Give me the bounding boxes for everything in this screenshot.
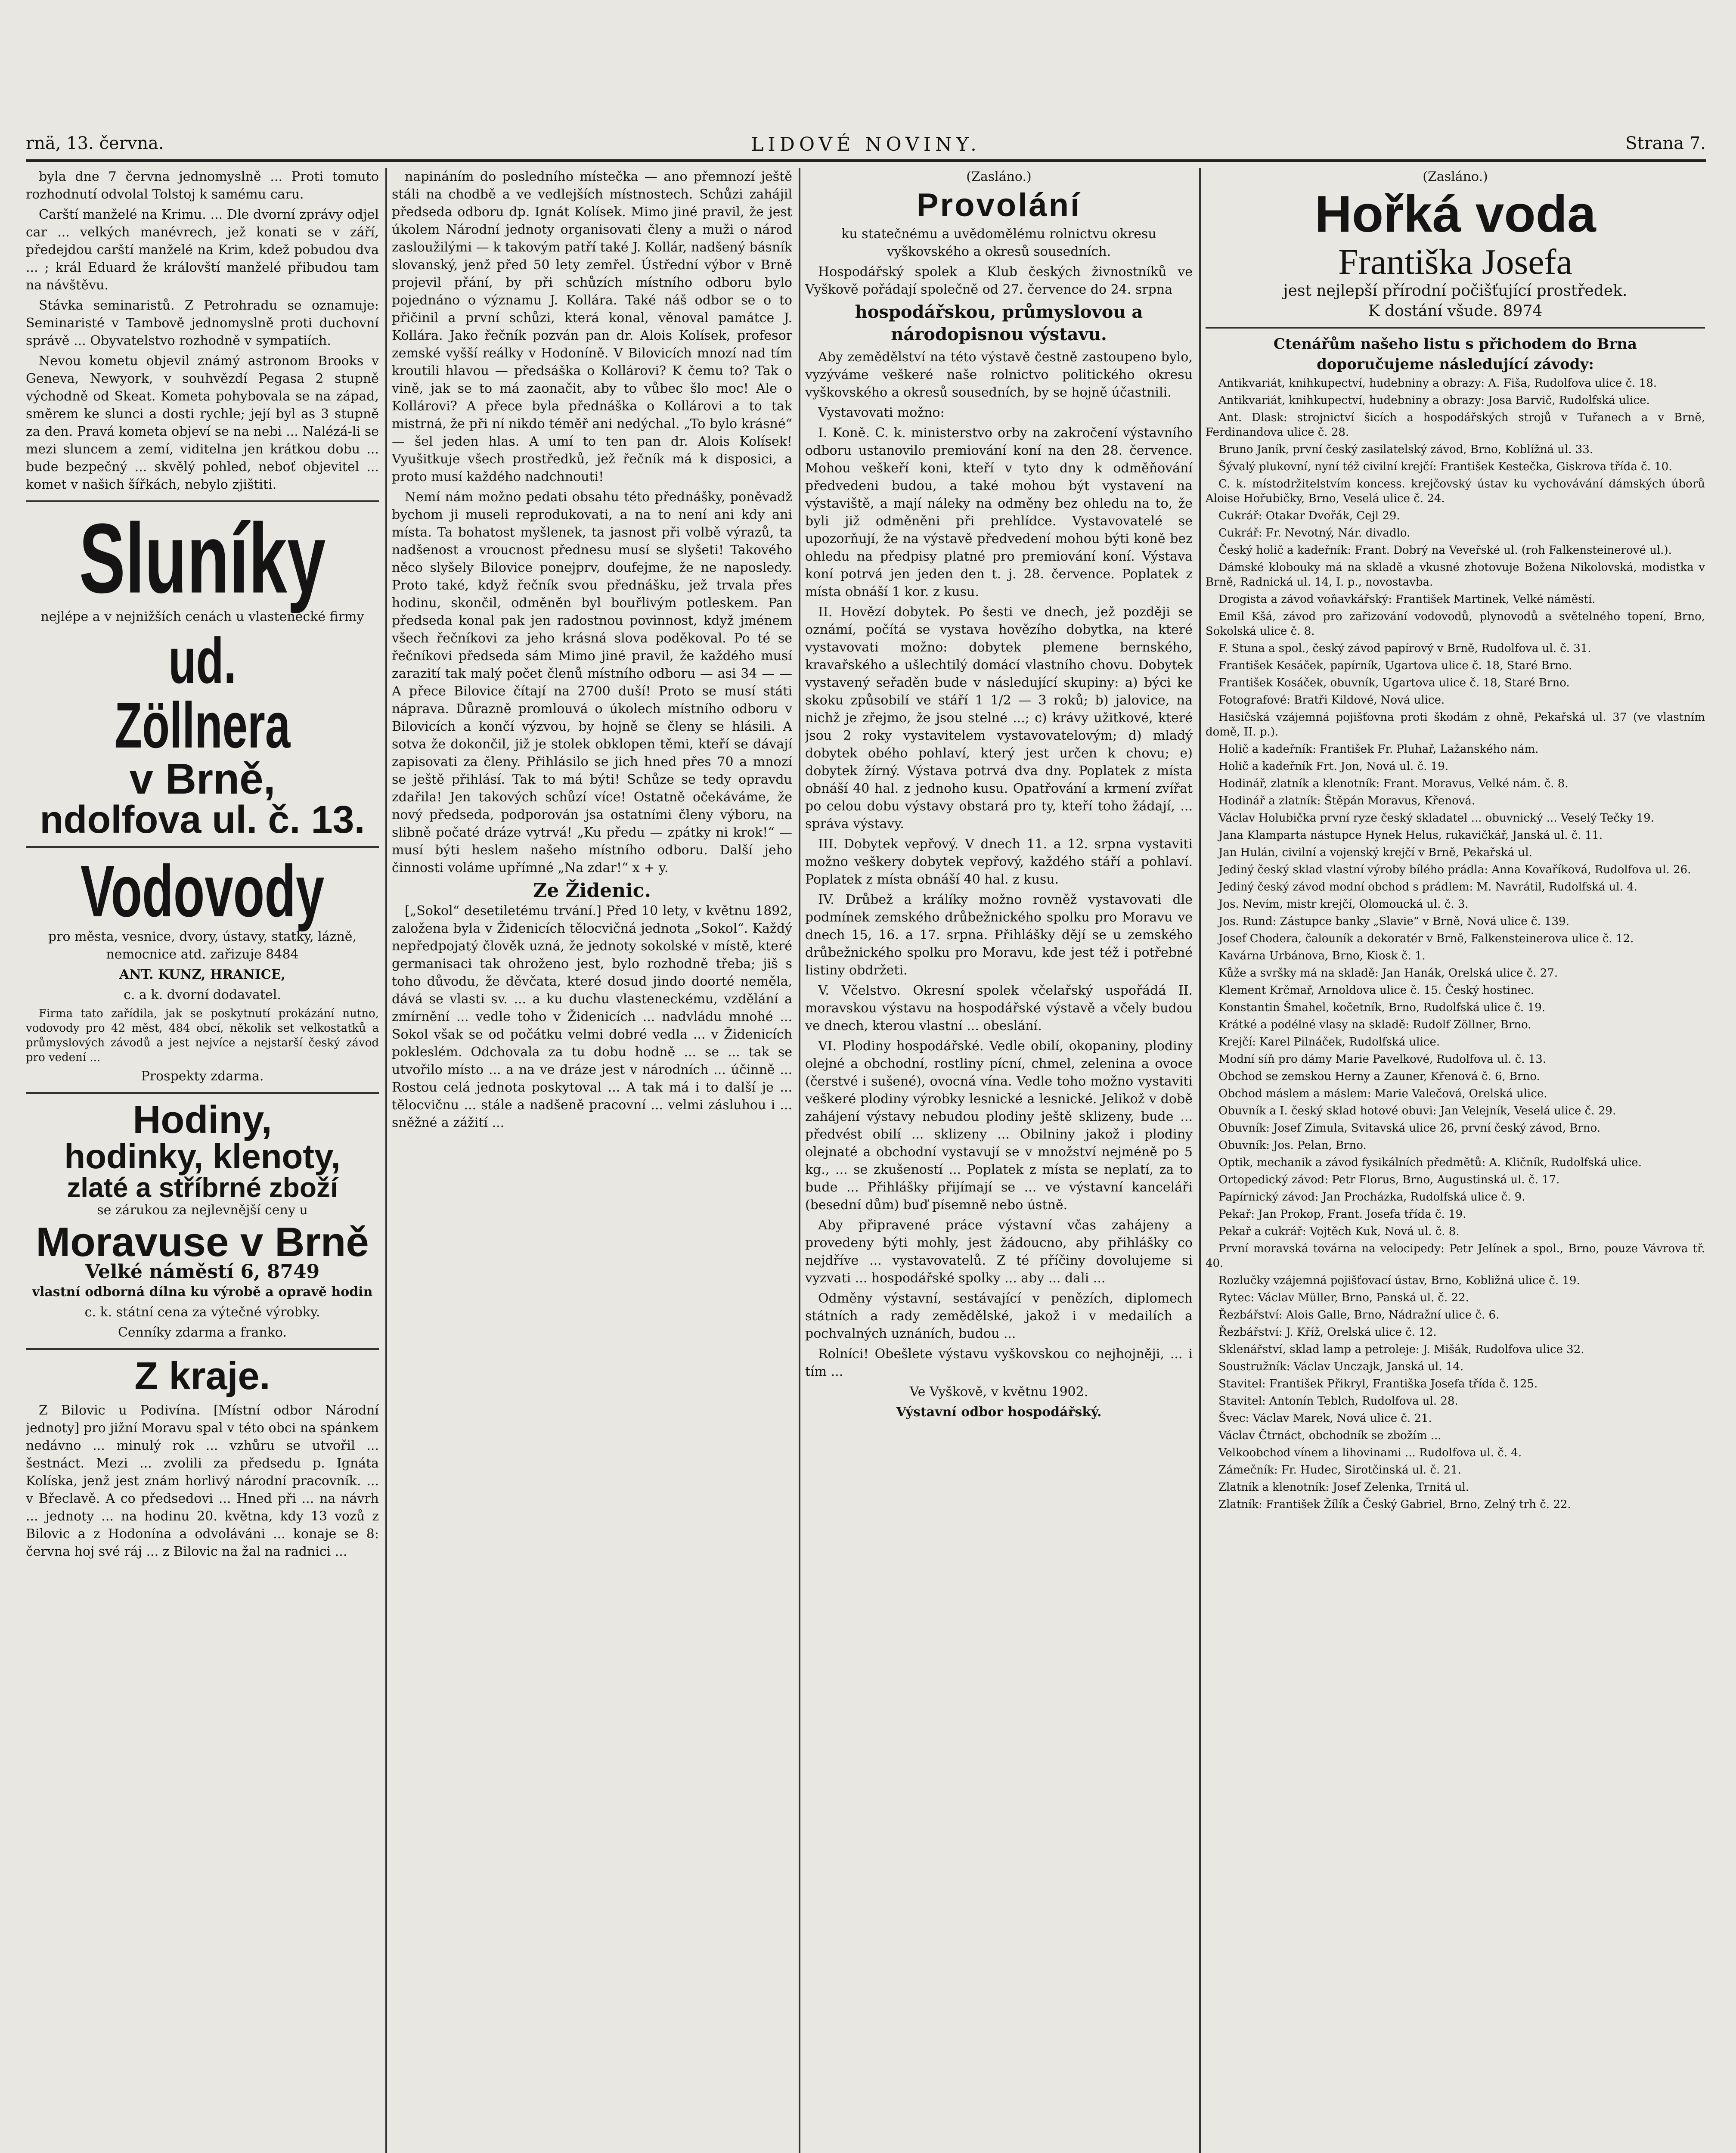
- ad-vodovody: [26, 850, 379, 1085]
- directory-entry: Cukrář: Fr. Nevotný, Nár. divadlo.: [1218, 527, 1410, 540]
- directory-entry: Antikvariát, knihkupectví, hudebniny a obrazy: A. Fiša, Rudolfova ulice č. 18.: [1218, 377, 1657, 390]
- divider: [26, 846, 379, 848]
- notice-paragraph: VI. Plodiny hospodářské. Vedle obilí, okopaniny, plodiny olejné a obchodní, rostliny pícní, chmel, zelenina a ovoce (čerstvé i sušené), ovocná vína. Vedle toho možno vystaviti veškeré plodiny výrobky lesnické a lesnické. Jelikož v době zahájení výstavy nebudou plodiny ještě sklizeny, bude ... předvést obilí ... sklizeny ... Obilniny jakož i plodiny olejnaté a obchodní vystavují se v množství nejméně po 5 kg., ... se zkušeností ... Poplatek z místa se neplatí, za to bude ... Přihlášky přijímají se ... ve výstavní kanceláři (besední dům) buď písemně nebo ústně.: [805, 1039, 1193, 1213]
- directory-entry: Fotografové: Bratři Kildové, Nová ulice.: [1218, 694, 1445, 707]
- news-paragraph: [„Sokol“ desetiletému trvání.] Před 10 lety, v květnu 1892, založena byla v Židenicích tělocvičná jednota „Sokol“. Každý nepředpojatý člověk uzná, že jednoty sokolské v místě, které germanisaci tak ohroženo jest, bylo rozhodně třeba; jiš s toho důvodu, že děvčata, které dosud jindo doorté neměla, dává se vlasti sv. ... a ku duchu vlasteneckému, vzdělání a zmírnění ... vedle toho v Židenicích ... nadvládu mnohé ... Sokol však se od počátku velmi dobré vedla ... v Židenicích pokleslém. Odchovala za tu dobu hodně ... se ... tak se utvořilo místo ... a na ve dráze jest v národních ... účinně ... Rostou celá jednota poskytoval ... A tak má i to další je ... tělocvičnu ... stále a nadšeně pracovní ... velmi zásluhou i ... sněžné a zážití ...: [392, 903, 792, 1130]
- notice-date: Ve Vyškově, v květnu 1902.: [909, 1384, 1088, 1399]
- directory-entry: Jediný český sklad vlastní výroby bílého prádla: Anna Kovaříková, Rudolfova ul. 26.: [1218, 863, 1691, 877]
- directory-entry: František Kesáček, papírník, Ugartova ulice č. 18, Staré Brno.: [1218, 659, 1572, 673]
- directory-entry: Kavárna Urbánova, Brno, Kiosk č. 1.: [1218, 949, 1426, 963]
- column-rule: [1199, 168, 1201, 2153]
- notice-paragraph: Hospodářský spolek a Klub českých živnostníků ve Vyškově pořádají společně od 27. července do 24. srpna: [805, 264, 1193, 297]
- ad-text: c. k. státní cena za výtečné výrobky.: [84, 1305, 320, 1320]
- directory-entry: Zlatník a klenotník: Josef Zelenka, Trnitá ul.: [1218, 1481, 1469, 1494]
- ad-text: c. a k. dvorní dodavatel.: [124, 987, 281, 1002]
- notice-paragraph: II. Hovězí dobytek. Po šesti ve dnech, jež později se oznámí, počítá se vystava hovězího dobytka, na které vystavovati možno: dobytek plemene bernského, kravařského a ušlechtilý domácí vlastního chovu. Dobytek vystavený seřaděn bude v následující skupiny: a) býci ke skoku způsobilí ve stáří 1 1/2 — 3 roků; b) jalovice, na nichž je zřejmo, že jsou stelné ...; c) krávy užitkové, které jsou 2 roky vystavitelem vystavovatelovým; d) mladý dobytek obého pohlaví, který jest určen k chovu; e) dobytek žírný. Výstava potrvá dva dny. Poplatek z místa obnáší 40 hal. z jednoho kusu. Opatřování a krmení zvířat po celou dobu výstavy obstará pro ty, kteří toho žádají, ... správa výstavy.: [805, 605, 1193, 831]
- directory-entry: Antikvariát, knihkupectví, hudebniny a obrazy: Josa Barvič, Rudolfská ulice.: [1218, 394, 1650, 407]
- page-header: [26, 129, 1706, 162]
- directory-entry: Klement Krčmař, Arnoldova ulice č. 15. Český hostinec.: [1218, 984, 1534, 997]
- directory-entry: Papírnický závod: Jan Procházka, Rudolfská ulice č. 9.: [1218, 1191, 1525, 1204]
- divider: [26, 1092, 379, 1094]
- directory-entry: Jan Hulán, civilní a vojenský krejčí v Brně, Pekařská ul.: [1218, 846, 1532, 859]
- directory-entry: Obuvník: Jos. Pelan, Brno.: [1218, 1139, 1367, 1152]
- directory-entry: Krejčí: Karel Pilnáček, Rudolfská ulice.: [1218, 1036, 1440, 1049]
- directory-entry: Cukrář: Otakar Dvořák, Cejl 29.: [1218, 509, 1400, 523]
- directory-entry: Stavitel: Antonín Teblch, Rudolfova ul. 28.: [1218, 1395, 1458, 1408]
- ad-firm: ANT. KUNZ, HRANICE,: [119, 967, 286, 982]
- directory-entry: Kůže a svršky má na skladě: Jan Hanák, Orelská ulice č. 27.: [1218, 967, 1558, 980]
- notice-heading: hospodářskou, průmyslovou a národopisnou výstavu.: [855, 302, 1143, 344]
- directory-entry: Jos. Rund: Zástupce banky „Slavie“ v Brně, Nová ulice č. 139.: [1218, 915, 1569, 928]
- news-paragraph: Carští manželé na Krimu. ... Dle dvorní zprávy odjel car ... velkých manévrech, jež konati se v září, předejdou carští manželé na Krim, kdež pobudou dva ... ; král Eduard že královští manželé přibudou tam na návštěvu.: [26, 207, 379, 293]
- notice-paragraph: IV. Drůbež a králíky možno rovněž vystavovati dle podmínek zemského drůbežnického spolku pro Moravu ve dnech 15, 16. a 17. srpna. Přihlášky dějí se u zemského drůbežnického spolku pro Moravu, kde jest též i potřebné listiny obdržeti.: [805, 892, 1193, 978]
- notice-subtitle: ku statečnému a uvědomělému rolnictvu okresu vyškovského a okresů sousedních.: [841, 226, 1156, 259]
- directory-entry: Václav Čtrnáct, obchodník se zbožím ...: [1218, 1429, 1442, 1443]
- ad-text: nejlépe a v nejnižších cenách u vlastenecké firmy: [40, 609, 364, 624]
- directory-entry: Optik, mechanik a závod fysikálních předmětů: A. Kličník, Rudolfská ulice.: [1218, 1156, 1642, 1170]
- notice-label: (Zasláno.): [966, 169, 1032, 184]
- news-paragraph: Nemí nám možno pedati obsahu této přednášky, poněvadž bychom ji museli reprodukovati, a na to není ani kdy ani místa. Ta bohatost myšlenek, ta jasnost při volbě výrazů, ta nadšenost a vroucnost přednesu musí se slyšeti! Takového něco slyšely Bilovice ponejprv, doufejme, že ne naposledy. Proto také, když řečník svou přednášku, jež trvala přes hodinu, skončil, odměněn byl bouřlivým potleskem. Pan předseda konal pak jen radostnou povinnost, když jménem všech řečníkovi za jeho krásná slova poděkoval. Po té se řečníkovi předseda sám Mimo jiné pravil, že každého musí zarazití tak malý počet členů místního odboru — asi 34 — — A přece Bilovice čítají na 2700 duší! Proto se musí státi náprava. Důrazně promlouvá o úkolech místního odboru v Bilovicích a končí výzvou, by hojně se členy se hlásili. A sotva že dokončil, již je stolek obklopen těmi, kteří se dávají zapisovati za členy. Přihlásilo se jich hned přes 70 a mnozí se ještě přihlásí. Tak to má býti! Schůze se tedy opravdu zdařila! Jen takových schůzí více! Ostatně očekáváme, že nový předseda, podporován jsa ostatními členy výboru, na slibně počaté dráze vytrvá! „Ku předu — zpátky ni krok!“ — musí býti heslem našeho místního odboru. Další jeho činnosti voláme upřímné „Na zdar!“ x + y.: [392, 490, 792, 875]
- ad-title: Sluníky: [79, 503, 326, 614]
- directory-entry: Jana Klamparta nástupce Hynek Helus, rukavičkář, Janská ul. č. 11.: [1218, 829, 1603, 842]
- news-paragraph: Z Bilovic u Podivína. [Místní odbor Národní jednoty] pro jižní Moravu spal v této obci na spánkem nedávno ... minulý rok ... vzhůru se utvořil ... šestnáct. Mezi ... zvolili za předsedu p. Ignáta Kolíska, jenž jest znám horlivý národní pracovník. ... v Břeclavě. A co předsedovi ... Hned při ... na návrh ... jednoty ... na hodinu 20. května, kdy 13 vozů z Bilovic a z Hodonína a odvoláváni ... konaje se 8: června hoj své ráj ... z Bilovic na žal na radnici ...: [26, 1403, 379, 1559]
- ad-title: Vodovody: [80, 850, 325, 932]
- directory-entry: F. Stuna a spol., český závod papírový v Brně, Rudolfova ul. č. 31.: [1218, 642, 1591, 655]
- directory-heading: Ctenářům našeho listu s přichodem do Brna: [1273, 335, 1637, 353]
- directory-entry: Ortopedický závod: Petr Florus, Brno, Augustinská ul. č. 17.: [1218, 1173, 1560, 1187]
- notice-title: Provolání: [916, 187, 1082, 223]
- header-date: rnä, 13. června.: [26, 133, 164, 153]
- notice-paragraph: III. Dobytek vepřový. V dnech 11. a 12. srpna vystaviti možno veškery dobytek vepřový, každého stáří a pohlaví. Poplatek z místa obnáší 40 hal. z kusu.: [805, 837, 1193, 887]
- news-paragraph: byla dne 7 června jednomyslně ... Proti tomuto rozhodnutí odvolal Tolstoj k samému caru.: [26, 169, 379, 202]
- ad-title-2: Františka Josefa: [1338, 242, 1572, 282]
- column-1: [26, 168, 379, 2153]
- column-rule: [385, 168, 387, 2153]
- directory-entry: Zámečník: Fr. Hudec, Sirotčinská ul. č. 21.: [1218, 1464, 1461, 1477]
- directory-entry: Hodinář a zlatník: Štěpán Moravus, Křenová.: [1218, 794, 1476, 808]
- directory-entry: Holič a kadeřník: František Fr. Pluhař, Lažanského nám.: [1218, 743, 1539, 756]
- column-3: [805, 168, 1193, 2153]
- directory-entry: Šývalý plukovní, nyní též civilní krejčí: František Kestečka, Giskrova třída č. 10.: [1218, 460, 1672, 474]
- ad-text: K dostání všude. 8974: [1368, 302, 1543, 320]
- notice-paragraph: Vystavovati možno:: [818, 405, 945, 420]
- directory-heading: doporučujeme následující závody:: [1317, 356, 1594, 373]
- notice-paragraph: V. Včelstvo. Okresní spolek včelařský uspořádá II. moravskou výstavu na hospodářské výstavě a včely budou ve dnech, kterou vlastní ... obeslání.: [805, 983, 1193, 1033]
- directory-entry: Drogista a závod voňavkářský: František Martinek, Velké náměstí.: [1218, 593, 1596, 606]
- directory-entry: Hodinář, zlatník a klenotník: Frant. Moravus, Velké nám. č. 8.: [1218, 777, 1569, 791]
- ad-title: Hořká voda: [1314, 185, 1596, 243]
- header-page-number: Strana 7.: [1625, 133, 1706, 153]
- ad-slunky: [26, 503, 379, 841]
- directory-entry: Rozlučky vzájemná pojišťovací ústav, Brno, Kobližná ulice č. 19.: [1218, 1274, 1580, 1287]
- news-paragraph: Stávka seminaristů. Z Petrohradu se oznamuje: Seminaristé v Tambově jednomyslně proti duchovní správě ... Obyvatelstvo rozhodně v sympatiích.: [26, 298, 379, 348]
- notice-paragraph: I. Koně. C. k. ministerstvo orby na zakročení výstavního odboru ustanovilo premiování koní na den 28. července. Mohou veškeří koni, kteří v tyto dny k odměňování předvedeni budou, a také mohou být vystavení na výstaviště, a mají náleky na odměny bez ohledu na to, že byli již odměněni při prehlídce. Vystavovatelé se upozorňují, že na výstavě předvedení mohou býti koně bez ohledu na předpisy platné pro premiování koní. Výstava koní potrvá jen jeden den t. j. 28. července. Poplatek z místa obnáší 1 kor. z kusu.: [805, 425, 1193, 599]
- notice-paragraph: Aby zemědělství na této výstavě čestně zastoupeno bylo, vyzýváme veškeré naše rolnictvo politického okresu vyškovského a okresů sousedních, by se hojně účastnili.: [805, 350, 1193, 400]
- ad-text: se zárukou za nejlevnější ceny u: [97, 1203, 308, 1218]
- section-heading: Ze Židenic.: [533, 880, 651, 902]
- ad-text: Velké náměstí 6, 8749: [85, 1261, 320, 1283]
- ad-firm: Moravuse v Brně: [36, 1219, 369, 1265]
- directory-entry: První moravská továrna na velocipedy: Petr Jelínek a spol., Brno, pouze Vávrova tř. 40.: [1206, 1242, 1705, 1270]
- ad-firm: ud. Zöllnera: [114, 624, 291, 761]
- column-4: [1206, 168, 1705, 2153]
- directory-entry: Český holič a kadeřník: Frant. Dobrý na Veveřské ul. (roh Falkensteinerové ul.).: [1218, 544, 1672, 557]
- ad-hodiny: [26, 1098, 379, 1341]
- directory-entry: Zlatník: František Žílík a Český Gabriel, Brno, Zelný trh č. 22.: [1218, 1498, 1571, 1511]
- notice-label: (Zasláno.): [1423, 169, 1488, 184]
- directory-entry: Soustružník: Václav Unczajk, Janská ul. 14.: [1218, 1360, 1464, 1374]
- ad-city: v Brně,: [129, 755, 276, 803]
- section-heading: Z kraje.: [134, 1355, 270, 1398]
- notice-paragraph: Aby připravené práce výstavní včas zahájeny a provedeny býti mohly, jest žádoucno, aby přihlášky co nejdříve ... vystavovatelů. Z té příčiny dovolujeme si vyzvati ... hospodářské spolky ... aby ... dali ...: [805, 1218, 1193, 1286]
- news-paragraph: napináním do posledního místečka — ano přemnozí ještě stáli na chodbě a ve vedlejších místnostech. Schůzi zahájil předseda odboru dp. Ignát Kolísek. Mimo jiné pravil, že jest úkolem Národní jednoty organisovati členy a muži o národ zasloužilými — k takovým patří také J. Kollár, nadšený básník slovanský, jenž před 50 lety zemřel. Ústřední výbor v Brně projevil přání, by při schůzích místního odboru bylo pojednáno o významu J. Kollára. Také náš odbor se o to přičinil a první schůzi, která konal, věnoval památce J. Kollára. Jako řečník pozván pan dr. Alois Kolísek, profesor zemské vyšší reálky v Hodoníně. V Bilovicích mnozí nad tím kroutili hlavou — předsáška o Kollárovi? K čemu to? Tak o vině, jak se to má zaonačit, aby to vůbec šlo moc! Ale o Kollárovi? A přece byla přednáška o Kollárovi a to tak mistrná, že při ní nikdo téměř ani nedýchal. „To bylo krásné“ — šel jeden hlas. A umí to ten pan dr. Alois Kolísek! Vyušitkuje všech prostředků, jež řečník má k disposici, a proto musí každého nadchnouti!: [392, 169, 792, 484]
- directory-entry: Emil Kšá, závod pro zařizování vodovodů, plynovodů a světelného topení, Brno, Sokolská ulice č. 8.: [1206, 610, 1705, 638]
- news-paragraph: Nevou kometu objevil známý astronom Brooks v Geneva, Newyork, v souhvězdí Pegasa 2 stupně východně od Skeat. Kometa pohybovala se na západ, směrem ke slunci a dosti rychle; její byl as 3 stupně za den. Pravá kometa objeví se na nebi ... Nalézá-li se mezi sluncem a zemí, viditelna jen krátkou dobu ... bude bezpečný ... skvělý pohled, neboť objevitel ... komet v našich šířkách, nebylo zjištiti.: [26, 354, 379, 492]
- directory-entry: Václav Holubička první ryze český skladatel ... obuvnický ... Veselý Tečky 19.: [1218, 812, 1654, 825]
- directory-entry: Obchod máslem a máslem: Marie Valečová, Orelská ulice.: [1218, 1087, 1547, 1101]
- notice-paragraph: Rolníci! Obešlete výstavu vyškovskou co nejhojněji, ... i tím ...: [805, 1346, 1193, 1379]
- directory-entry: Řezbářství: J. Kříž, Orelská ulice č. 12.: [1218, 1326, 1437, 1339]
- directory-entry: Josef Chodera, čalouník a dekoratér v Brně, Falkensteinerova ulice č. 12.: [1218, 932, 1634, 946]
- directory-entry: Hasičská vzájemná pojišťovna proti škodám z ohně, Pekařská ul. 37 (ve vlastním domě, II. p.).: [1206, 711, 1705, 739]
- ad-text: pro města, vesnice, dvory, ústavy, statky, lázně, nemocnice atd. zařizuje 8484: [48, 929, 357, 962]
- ad-text: Cenníky zdarma a franko.: [118, 1325, 287, 1340]
- ad-line: Hodiny,: [133, 1098, 272, 1142]
- directory-entry: Švec: Václav Marek, Nová ulice č. 21.: [1218, 1412, 1432, 1425]
- divider: [26, 500, 379, 502]
- directory-entry: Pekař: Jan Prokop, Frant. Josefa třída č. 19.: [1218, 1208, 1466, 1221]
- divider: [1206, 327, 1705, 329]
- notice-signature: Výstavní odbor hospodářský.: [896, 1405, 1102, 1420]
- ad-text: Prospekty zdarma.: [141, 1069, 264, 1084]
- directory-entry: Stavitel: František Přikryl, Františka Josefa třída č. 125.: [1218, 1377, 1538, 1391]
- column-2: [392, 168, 792, 2153]
- directory-entry: Obuvník: Josef Zimula, Svitavská ulice 26, první český závod, Brno.: [1218, 1122, 1601, 1135]
- directory-entry: Konstantin Šmahel, kočetník, Brno, Rudolfská ulice č. 19.: [1218, 1001, 1545, 1014]
- directory-entry: Pekař a cukrář: Vojtěch Kuk, Nová ul. č. 8.: [1218, 1225, 1460, 1238]
- directory-entry: C. k. místodržitelstvím koncess. krejčovský ústav ku vychovávání dámských úborů Aloise Hořubičky, Brno, Veselá ulice č. 24.: [1206, 478, 1705, 506]
- directory-entry: Ant. Dlask: strojnictví šicích a hospodářských strojů v Tuřanech a v Brně, Ferdinandova ulice č. 28.: [1206, 411, 1705, 439]
- directory-entry: Dámské klobouky má na skladě a vkusné zhotovuje Božena Nikolovská, modistka v Brně, Radnická ul. 14, I. p., novostavba.: [1206, 561, 1705, 589]
- column-rule: [799, 168, 800, 2153]
- divider: [26, 1348, 379, 1350]
- business-directory: [1206, 376, 1705, 1512]
- directory-entry: Obuvník a I. český sklad hotové obuvi: Jan Velejník, Veselá ulice č. 29.: [1218, 1104, 1616, 1118]
- directory-entry: Bruno Janík, první český zasilatelský závod, Brno, Koblížná ul. 33.: [1218, 443, 1593, 456]
- ad-line: zlaté a stříbrné zboží: [67, 1172, 338, 1203]
- directory-entry: Modní síň pro dámy Marie Pavelkové, Rudolfova ul. č. 13.: [1218, 1053, 1547, 1066]
- directory-entry: Rytec: Václav Müller, Brno, Panská ul. č. 22.: [1218, 1291, 1469, 1305]
- directory-entry: Velkoobchod vínem a lihovinami ... Rudolfova ul. č. 4.: [1218, 1446, 1522, 1460]
- header-title: LIDOVÉ NOVINY.: [751, 133, 981, 155]
- directory-entry: Krátké a podélné vlasy na skladě: Rudolf Zöllner, Brno.: [1218, 1018, 1531, 1032]
- ad-text: Firma tato zařídila, jak se poskytnutí prokázání nutno, vodovody pro 42 měst, 484 obcí, několik set velkostatků a průmyslových závodů a jest nejvíce a nejstarší český závod pro vedení ...: [26, 1007, 379, 1064]
- directory-entry: Obchod se zemskou Herny a Zauner, Křenová č. 6, Brno.: [1218, 1070, 1540, 1083]
- directory-entry: Řezbářství: Alois Galle, Brno, Nádražní ulice č. 6.: [1218, 1309, 1500, 1322]
- ad-street: ndolfova ul. č. 13.: [40, 798, 365, 841]
- directory-entry: Holič a kadeřník Frt. Jon, Nová ul. č. 19.: [1218, 760, 1449, 773]
- directory-entry: Jediný český závod modní obchod s prádlem: M. Navrátil, Rudolfská ul. 4.: [1218, 881, 1638, 894]
- ad-line: hodinky, klenoty,: [64, 1137, 341, 1176]
- directory-entry: Jos. Nevím, mistr krejčí, Olomoucká ul. č. 3.: [1218, 898, 1469, 911]
- directory-entry: Sklenářství, sklad lamp a petroleje: J. Mišák, Rudolfova ulice 32.: [1218, 1343, 1584, 1356]
- ad-text: vlastní odborná dílna ku výrobě a opravě hodin: [32, 1284, 373, 1300]
- directory-entry: František Kosáček, obuvník, Ugartova ulice č. 18, Staré Brno.: [1218, 676, 1570, 690]
- ad-text: jest nejlepší přírodní počišťující prostředek.: [1283, 282, 1628, 300]
- notice-paragraph: Odměny výstavní, sestávající v penězích, diplomech státních a rady zemědělské, jakož i v medailích a pochvalných uznáních, budou ...: [805, 1291, 1193, 1341]
